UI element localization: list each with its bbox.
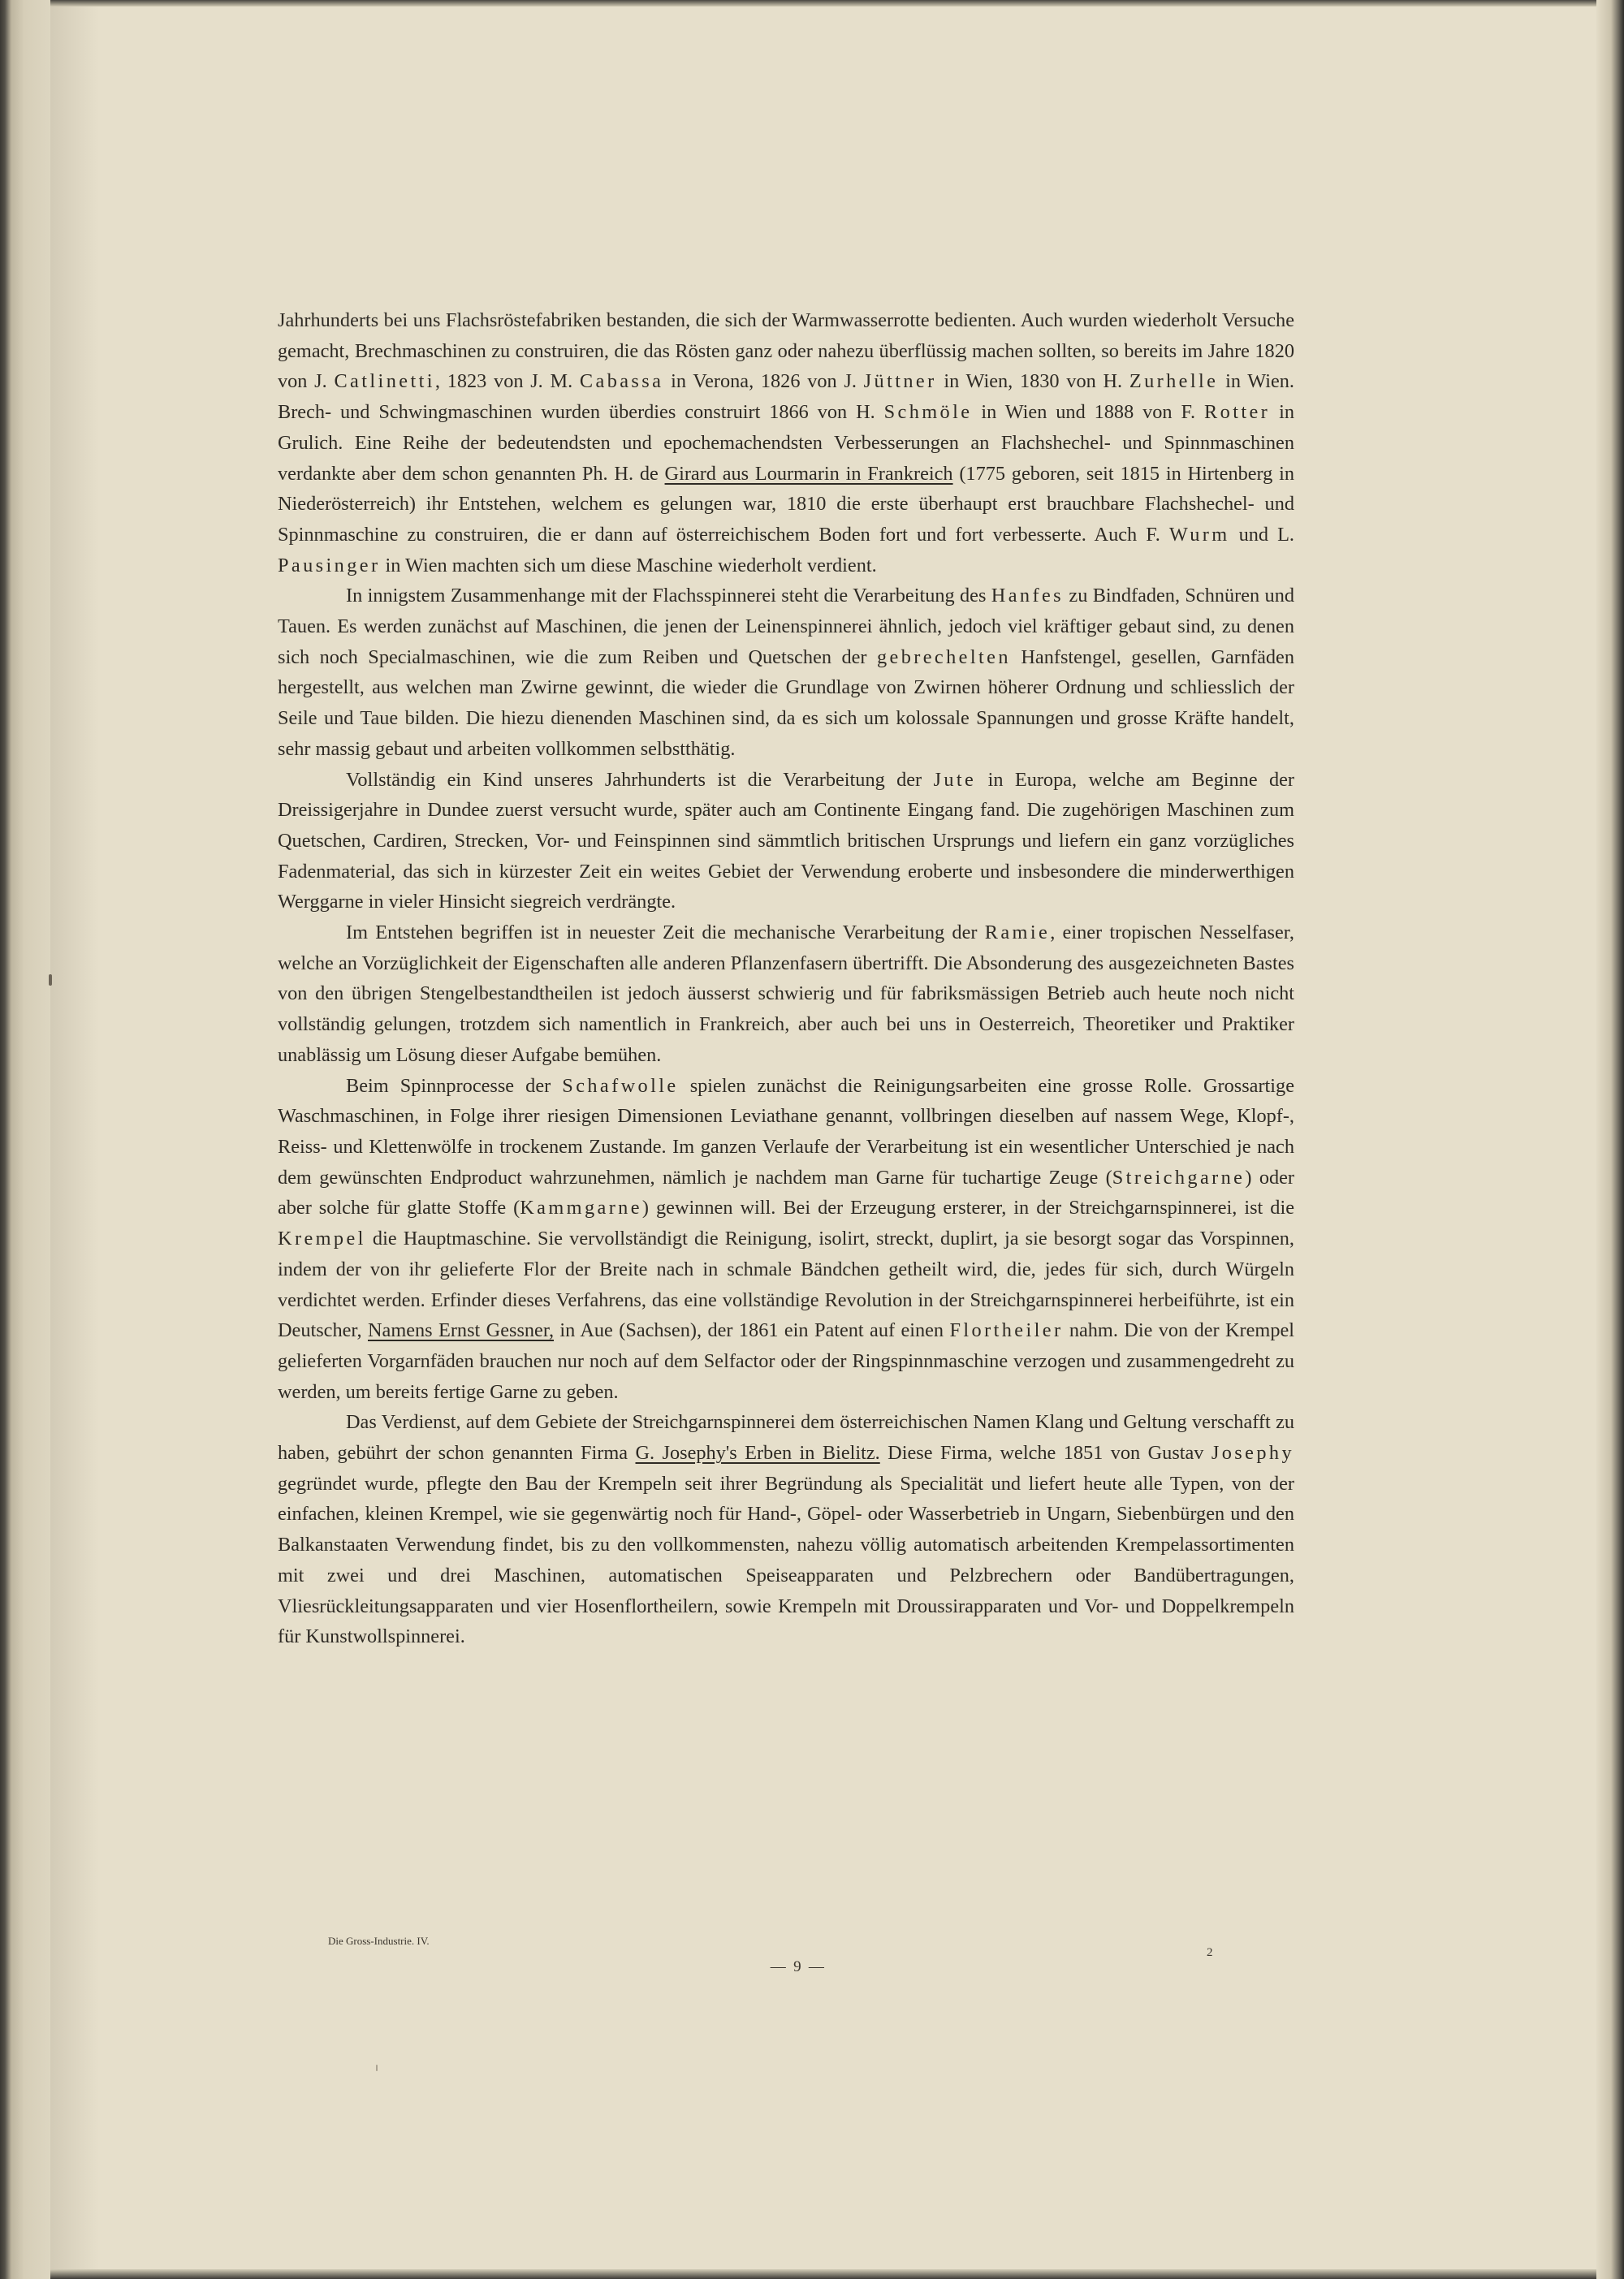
text-run: Vollständig ein Kind unseres Jahrhunderts ist die Verarbeitung der (346, 768, 934, 791)
text-run: in Wien. Brech- und Schwingmaschinen wurden überdies construirt 1866 von H. (278, 370, 1295, 424)
spaced-name: Wurm (1168, 523, 1230, 546)
page-number: — 9 — (770, 1958, 827, 1975)
page-left-edge (0, 0, 50, 2279)
spaced-name: Pausinger (278, 554, 381, 576)
text-run: , 1823 von J. M. (434, 370, 580, 393)
text-run: ) oder aber solche für glatte Stoffe ( (278, 1166, 1294, 1219)
page-bottom-edge (50, 2269, 1596, 2279)
spaced-name: Schmöle (883, 401, 973, 424)
text-run: Das Verdienst, auf dem Gebiete der Streichgarnspinnerei dem österreichischen Namen Klang und Geltung verschafft zu haben, gebührt der schon genannten Firma (278, 1411, 1294, 1465)
spaced-name: Josephy (1211, 1442, 1294, 1465)
text-run: die Hauptmaschine. Sie vervollständigt die Reinigung, isolirt, streckt, duplirt, ja sie besorgt sogar das Vorspinnen, indem der von ihr gelieferte Flor der Breite nach in schmale Bändchen getheilt wird, die, jedes für sich, durch Würgeln verdichtet werden. Erfinder dieses Verfahrens, das eine vollständige Revolution in der Streichgarnspinnerei herbeiführte, ist ein Deutscher, (278, 1228, 1294, 1342)
paragraph (278, 581, 1294, 764)
text-run: in Wien, 1830 von H. (936, 370, 1129, 393)
spaced-name: Streichgarne (1112, 1166, 1246, 1189)
text-run: ) gewinnen will. Bei der Erzeugung ersterer, in der Streichgarnspinnerei, ist die (641, 1197, 1294, 1219)
spaced-name: Ramie (984, 922, 1051, 944)
footer-source-line: Die Gross-Industrie. IV. (328, 1935, 430, 1947)
text-run: , einer tropischen Nesselfaser, welche an Vorzüglichkeit der Eigenschaften alle anderen Pflanzenfasern übertrifft. Die Absonderung des ausgezeichneten Bastes von den übrigen Stengelbestandtheilen ist jedoch äusserst schwierig und für fabriksmässigen Betrieb auch heute noch nicht vollständig gelungen, trotzdem sich namentlich in Frankreich, aber auch bei uns in Oesterreich, Theoretiker und Praktiker unablässig um Lösung dieser Aufgabe bemühen. (278, 922, 1294, 1066)
paragraph (278, 305, 1294, 581)
text-run: In innigstem Zusammenhange mit der Flachsspinnerei steht die Verarbeitung des (346, 585, 991, 607)
underlined-name: Girard aus Lourmarin in Frankreich (664, 462, 953, 485)
page-top-edge (50, 0, 1596, 6)
spaced-name: Krempel (278, 1228, 366, 1250)
text-run: und L. (1229, 523, 1295, 546)
text-run: in Grulich. Eine Reihe der bedeutendsten und epochemachendsten Verbesserungen an Flachshechel- und Spinnmaschinen verdankte aber dem schon genannten Ph. H. de (278, 401, 1294, 485)
text-run: (1775 geboren, seit 1815 in Hirtenberg in Niederösterreich) ihr Entstehen, welchem es gelungen war, 1810 die erste überhaupt erst brauchbare Flachshechel- und Spinnmaschine zu construiren, die er dann auf österreichischem Boden fort und fort verbesserte. Auch F. (278, 462, 1295, 546)
paragraph (278, 1071, 1294, 1408)
article-body (278, 305, 1294, 1652)
spaced-name: gebrechelten (876, 645, 1011, 668)
spaced-name: Catlinetti (334, 370, 435, 393)
text-run: Beim Spinnprocesse der (346, 1074, 563, 1097)
spaced-name: Schafwolle (562, 1074, 679, 1097)
text-run: nahm. Die von der Krempel gelieferten Vorgarnfäden brauchen nur noch auf dem Selfactor oder der Ringspinnmaschine verzogen und zusammengedreht zu werden, um bereits fertige Garne zu geben. (278, 1319, 1295, 1403)
text-run: spielen zunächst die Reinigungsarbeiten eine grosse Rolle. Grossartige Waschmaschinen, in Folge ihrer riesigen Dimensionen Leviathane genannt, vollbringen dieselben auf nassem Wege, Klopf-, Reiss- und Klettenwölfe in trockenem Zustande. Im ganzen Verlaufe der Verarbeitung ist ein wesentlicher Unterschied je nach dem gewünschten Endproduct wahrzunehmen, nämlich je nachdem man Garne für tuchartige Zeuge ( (278, 1074, 1294, 1189)
underlined-name: G. Josephy's Erben in Bielitz. (635, 1442, 880, 1465)
paragraph (278, 917, 1294, 1071)
binding-shadow (50, 0, 99, 2279)
spaced-name: Cabassa (579, 370, 664, 393)
text-run: in Wien machten sich um diese Maschine wiederholt verdient. (380, 554, 877, 576)
spaced-name: Jute (933, 768, 977, 791)
text-run: in Aue (Sachsen), der 1861 ein Patent auf einen (554, 1319, 950, 1342)
spaced-name: Rotter (1204, 401, 1271, 424)
footer-signature-mark: 2 (1207, 1946, 1213, 1959)
text-run: gegründet wurde, pflegte den Bau der Krempeln seit ihrer Begründung als Specialität und liefert heute alle Typen, von der einfachen, kleinen Krempel, wie sie gegenwärtig noch für Hand-, Göpel- oder Wasserbetrieb in Ungarn, Siebenbürgen und den Balkanstaaten Verwendung findet, bis zu den vollkommensten, nahezu völlig automatisch arbeitenden Krempelassortimenten mit zwei und drei Maschinen, automatischen Speiseapparaten und Pelzbrechern oder Bandübertragungen, Vliesrückleitungsapparaten und vier Hosenflortheilern, sowie Krempeln mit Droussirapparaten und Vor- und Doppelkrempeln für Kunstwollspinnerei. (278, 1472, 1294, 1648)
text-run: Jahrhunderts bei uns Flachsröstefabriken bestanden, die sich der Warmwasserrotte bedienten. Auch wurden wiederholt Versuche gemacht, Brechmaschinen zu construiren, die das Rösten ganz oder nahezu überflüssig machen sollten, so bereits im Jahre 1820 von J. (278, 309, 1294, 393)
spaced-name: Kammgarne (520, 1197, 642, 1219)
spaced-name: Hanfes (991, 585, 1065, 607)
text-run: Diese Firma, welche 1851 von Gustav (879, 1442, 1212, 1465)
spaced-name: Flortheiler (949, 1319, 1064, 1342)
spaced-name: Zurhelle (1129, 370, 1219, 393)
text-run: Hanfstengel, gesellen, Garnfäden hergestellt, aus welchen man Zwirne gewinnt, die wieder die Grundlage von Zwirnen höherer Ordnung und schliesslich der Seile und Taue bilden. Die hiezu dienenden Maschinen sind, da es sich um kolossale Spannungen und grosse Kräfte handelt, sehr massig gebaut und arbeiten vollkommen selbstthätig. (278, 645, 1294, 760)
text-run: zu Bindfaden, Schnüren und Tauen. Es werden zunächst auf Maschinen, die jenen der Leinenspinnerei ähnlich, jedoch viel kräftiger gebaut sind, zu denen sich noch Specialmaschinen, wie die zum Reiben und Quetschen der (278, 585, 1294, 668)
paragraph (278, 765, 1294, 918)
page-right-edge (1596, 0, 1624, 2279)
text-run: in Europa, welche am Beginne der Dreissigerjahre in Dundee zuerst versucht wurde, später auch am Continente Eingang fand. Die zugehörigen Maschinen zum Quetschen, Cardiren, Strecken, Vor- und Feinspinnen sind sämmtlich britischen Ursprungs und liefern ein ganz vorzügliches Fadenmaterial, das sich in kürzester Zeit ein weites Gebiet der Verwendung eroberte und insbesondere die minderwerthigen Werggarne in vieler Hinsicht siegreich verdrängte. (278, 768, 1294, 913)
text-run: in Verona, 1826 von J. (663, 370, 864, 393)
spaced-name: Jüttner (863, 370, 937, 393)
paper-speck (376, 2065, 378, 2071)
text-run: in Wien und 1888 von F. (972, 401, 1205, 424)
paper-speck (49, 974, 52, 986)
paragraph (278, 1407, 1294, 1652)
underlined-name: Namens Ernst Gessner, (367, 1319, 555, 1342)
text-run: Im Entstehen begriffen ist in neuester Zeit die mechanische Verarbeitung der (346, 922, 985, 944)
